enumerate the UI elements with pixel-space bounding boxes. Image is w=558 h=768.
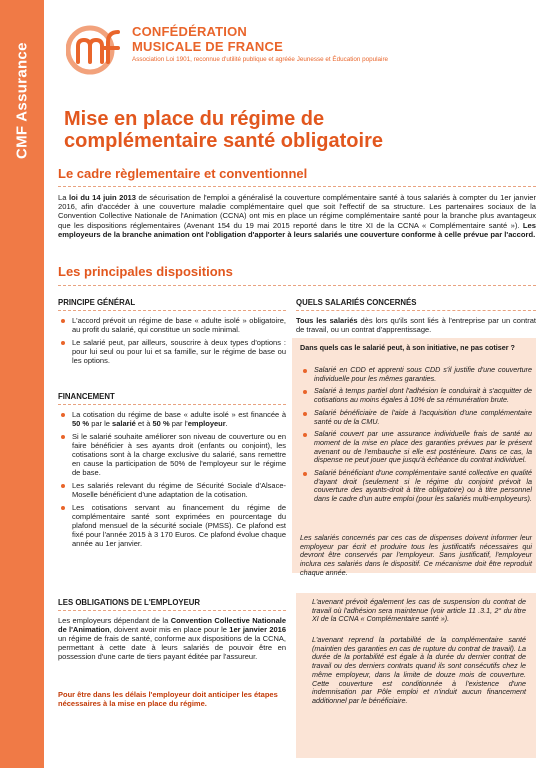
list-item: Si le salarié souhaite améliorer son niveau de couverture ou en faire bénéficier à ses ayants droit (enfants ou conjoint), les cotisations sont à la charge exclusive du salarié, sans remettre en cause la participation de 50% de l'employeur sur le régime de base. [58,432,286,477]
text-part: , doivent avoir mis en place pour le [109,625,230,634]
text-part: dès lors qu'ils sont liés à l'entreprise par un contrat de travail, ou un contrat d'apprentissage. [296,316,536,334]
text-bold: salarié [112,419,136,428]
text-bold: 1er janvier 2016 [229,625,287,634]
intro-text-part: La [58,193,69,202]
org-name [132,24,532,54]
side-band [0,0,44,768]
divider [58,186,536,187]
text-part: et à [135,419,153,428]
text-bold: Convention Collective Nationale de l'Animation [58,616,286,634]
intro-obligation: Les employeurs de la branche animation ont l'obligation d'apporter à leurs salariés une couverture conforme à celle prévue par l'accord. [58,220,536,239]
page-title-line2: complémentaire santé obligatoire [64,130,383,152]
list-item: Salarié bénéficiaire de l'aide à l'acquisition d'une complémentaire santé ou de la CMU. [300,409,532,426]
intro-paragraph [58,193,536,239]
right-column [296,298,536,758]
financement-list [58,410,286,552]
text-bold: employeur [187,419,226,428]
text-part: un régime de frais de santé, conforme aux dispositions de la CCNA, permettant à cette date à leurs salariés de pouvoir être en possession d'une carte de tiers payant éditée par l'assureur. [58,634,286,661]
divider [296,310,536,311]
org-subtitle: Association Loi 1901, reconnue d'utilité publique et agréée Jeunesse et Éducation populaire [132,56,389,63]
list-item: Salarié à temps partiel dont l'adhésion le conduirait à s'acquitter de cotisations au moins égales à 10% de sa rémunération brute. [300,387,532,404]
list-item: Le salarié peut, par ailleurs, souscrire à deux types d'options : pour lui seul ou pour lui et sa famille, sur le régime de base ou les options. [58,338,286,365]
dispense-heading: Dans quels cas le salarié peut, à son initiative, ne pas cotiser ? [300,343,515,352]
text-part: . [225,419,228,428]
divider [58,310,286,311]
divider [58,285,536,286]
obligations-conclusion: Pour être dans les délais l'employeur doit anticiper les étapes nécessaires à la mise en place du régime. [58,690,278,708]
obligations-paragraph [58,616,286,661]
text-part: par le [89,419,113,428]
intro-law-date: loi du 14 juin 2013 [68,193,136,202]
salaries-intro [296,316,536,334]
list-item [58,410,286,428]
list-item: L'accord prévoit un régime de base « adulte isolé » obligatoire, au profit du salarié, qui constitue un socle minimal. [58,316,286,334]
list-item: Les cotisations servant au financement du régime de complémentaire santé sont exprimées en pourcentage du plafond mensuel de la sécurité sociale (PMSS). Ce plafond est fixé pour l'année 2015 à 3 170 Euros. Ce plafond évolue chaque année au 1er janvier. [58,503,286,548]
page-title [64,108,534,152]
principe-heading: PRINCIPE GÉNÉRAL [58,298,136,307]
suspension-paragraph: L'avenant prévoit également les cas de suspension du contrat de travail où l'adhésion sera maintenue (voir article 11 .3.1, 2° du titre XI de la CCNA « Complémentaire santé »). [312,597,526,624]
org-name-line1: CONFÉDÉRATION [132,24,248,39]
text-part: La cotisation du régime de base « adulte isolé » est financée à [72,410,286,419]
text-part: par l' [169,419,188,428]
side-band-label: CMF Assurance [13,42,31,160]
text-bold: 50 % [152,419,170,428]
logo-icon [66,22,126,78]
list-item: Salarié en CDD et apprenti sous CDD s'il justifie d'une couverture individuelle pour les mêmes garanties. [300,366,532,383]
divider [58,610,286,611]
financement-heading: FINANCEMENT [58,392,115,401]
divider [58,404,286,405]
salaries-heading: QUELS SALARIÉS CONCERNÉS [296,298,417,307]
principe-list [58,316,286,369]
obligations-heading: LES OBLIGATIONS DE L'EMPLOYEUR [58,598,201,607]
intro-text-part: de sécurisation de l'emploi a généralisé la couverture complémentaire santé à tous salariés à compter du 1er janvier 2016, afin d'accéder à une couverture maladie complémentaire quel que soit l'effectif de sa structure. Les partenaires sociaux de la Convention Collective Nationale de l'Animation (CCNA) ont mis en place un régime complémentaire santé pour la branche plus avantageux que les dispositions réglementaires (Avenant 154 du 19 mai 2015 reporté dans le titre XI de la CCNA « Complémentaire santé »). [58,193,536,230]
list-item: Salarié bénéficiant d'une complémentaire santé collective en qualité d'ayant droit (seulement si le régime du conjoint prévoit la couverture des ayants-droit à titre obligatoire) ou à titre personnel dans le cadre d'un autre emploi (pour les salariés multi-employeurs). [300,469,532,504]
list-item: Salarié couvert par une assurance individuelle frais de santé au moment de la mise en place des garanties prévues par le présent avenant ou de l'embauche si elle est postérieure. Dans ce cas, la dispense ne peut jouer que jusqu'à échéance du contrat individuel. [300,430,532,465]
dispense-list [300,366,532,508]
text-bold: 50 % [72,419,90,428]
section-heading-dispositions: Les principales dispositions [58,264,233,279]
list-item: Les salariés relevant du régime de Sécurité Sociale d'Alsace-Moselle bénéficient d'une adaptation de la cotisation. [58,481,286,499]
org-name-line2: MUSICALE DE FRANCE [132,39,283,54]
section-heading-cadre: Le cadre règlementaire et conventionnel [58,166,308,181]
text-bold: Tous les salariés [296,316,358,325]
left-column [58,298,286,758]
text-part: Les employeurs dépendant de la [58,616,171,625]
dispense-footer: Les salariés concernés par ces cas de dispenses doivent informer leur employeur par écrit et produire tous les justificatifs nécessaires qui devront être conservés par l'employeur. Sans justificatif, l'employeur inclura ces salariés dans le dispositif. Ce mécanisme doit être reproduit chaque année. [300,533,532,577]
portabilite-paragraph: L'avenant reprend la portabilité de la complémentaire santé (maintien des garanties en cas de rupture du contrat de travail). La durée de la portabilité est égale à la durée du dernier contrat de travail ou des derniers contrats quand ils sont consécutifs chez le même employeur, dans la limite de douze mois de couverture. Cette couverture est conditionnée à l'existence d'une indemnisation par Pôle emploi et n'induit aucun financement additionnel par le bénéficiaire. [312,635,526,705]
page-title-line1: Mise en place du régime de [64,108,325,130]
